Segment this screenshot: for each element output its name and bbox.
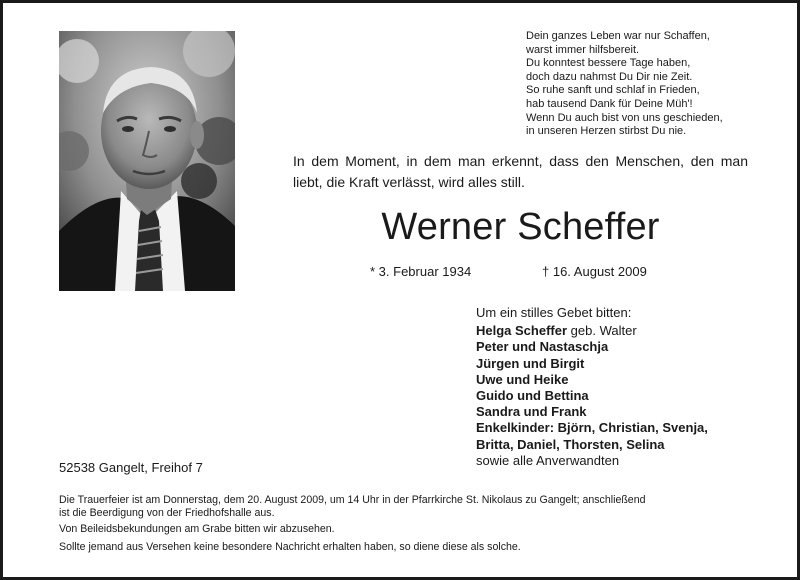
mourners-list — [476, 305, 766, 469]
memorial-poem — [526, 30, 786, 139]
mourner-family-name: Sandra und Frank — [476, 404, 587, 420]
poem-line: Du konntest bessere Tage haben, — [526, 57, 691, 70]
family-address: 52538 Gangelt, Freihof 7 — [59, 460, 203, 475]
poem-line: warst immer hilfsbereit. — [526, 43, 640, 56]
mourner-grandchildren — [476, 420, 766, 436]
mourner-family — [476, 388, 766, 404]
mourner-primary-suffix: geb. Walter — [567, 323, 637, 339]
mourner-family — [476, 339, 766, 355]
poem-line: Dein ganzes Leben war nur Schaffen, — [526, 30, 710, 42]
mourner-family — [476, 404, 766, 420]
memorial-quote: In dem Moment, in dem man erkennt, dass den Menschen, den man liebt, die Kraft verlässt, wird alles still. — [293, 153, 748, 190]
birth-date: * 3. Februar 1934 — [370, 264, 472, 279]
poem-line: doch dazu nahmst Du Dir nie Zeit. — [526, 70, 693, 83]
poem-line: hab tausend Dank für Deine Müh'! — [526, 97, 693, 110]
grandchildren-line: Enkelkinder: Björn, Christian, Svenja, — [476, 420, 708, 436]
funeral-info — [59, 494, 759, 520]
grandchildren-line: Britta, Daniel, Thorsten, Selina — [476, 436, 665, 452]
poem-line: in unseren Herzen stirbst Du nie. — [526, 125, 687, 138]
mourner-family-name: Guido und Bettina — [476, 388, 589, 404]
condolences-note: Von Beileidsbekundungen am Grabe bitten wir abzusehen. — [59, 522, 335, 535]
mourner-family — [476, 372, 766, 388]
mourner-grandchildren — [476, 437, 766, 453]
portrait-photo — [59, 31, 235, 291]
mourner-family-name: Jürgen und Birgit — [476, 355, 585, 371]
poem-line: So ruhe sanft und schlaf in Frieden, — [526, 84, 700, 97]
poem-line: Wenn Du auch bist von uns geschieden, — [526, 111, 723, 124]
funeral-info-line: Die Trauerfeier ist am Donnerstag, dem 20. August 2009, um 14 Uhr in der Pfarrkirche St. Nikolaus zu Gangelt; anschließend — [59, 494, 646, 506]
funeral-info-line: ist die Beerdigung von der Friedhofshalle aus. — [59, 507, 275, 519]
mourner-others: sowie alle Anverwandten — [476, 452, 620, 468]
deceased-name: Werner Scheffer — [381, 206, 660, 248]
mourner-family-name: Peter und Nastaschja — [476, 339, 609, 355]
mourner-primary-name: Helga Scheffer — [476, 323, 568, 339]
death-date: † 16. August 2009 — [542, 264, 647, 279]
mourner-primary — [476, 323, 766, 339]
mourner-family-name: Uwe und Heike — [476, 371, 569, 387]
mourner-family — [476, 356, 766, 372]
funeral-details — [59, 494, 759, 556]
notice-note: Sollte jemand aus Versehen keine besondere Nachricht erhalten haben, so diene diese als solche. — [59, 540, 521, 553]
mourners-intro: Um ein stilles Gebet bitten: — [476, 305, 632, 320]
